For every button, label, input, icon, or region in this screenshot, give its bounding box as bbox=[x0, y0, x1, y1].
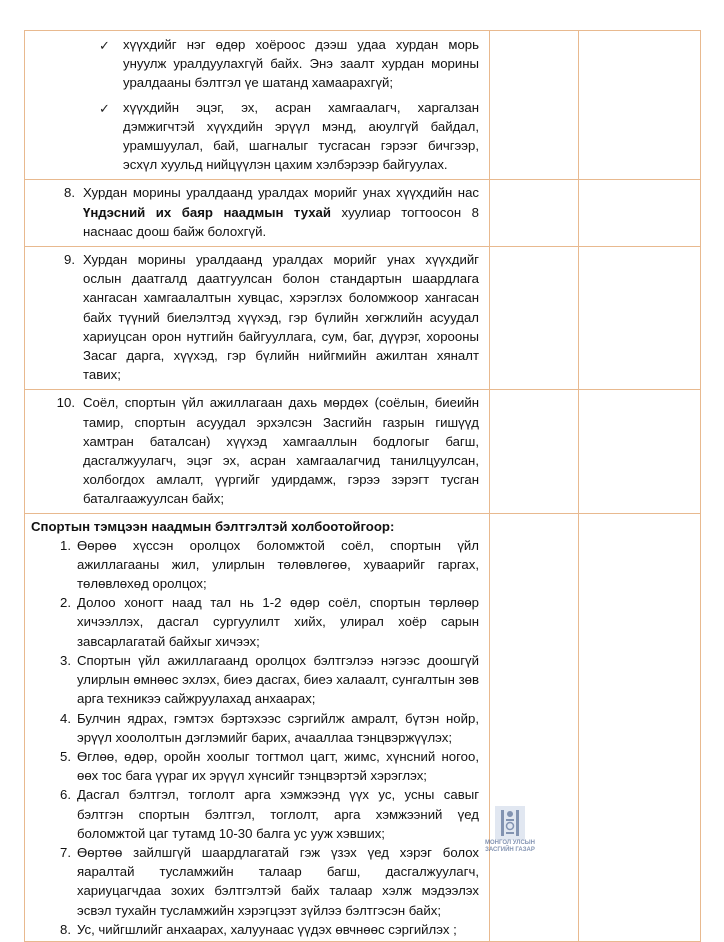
list-item-text: хүүхдийг нэг өдөр хоёроос дээш удаа хурдан морь унуулж уралдуулахгүй байх. Энэ заалт хурдан морины уралдааны бэлтгэл үе шатанд хамаарахгүй; bbox=[123, 37, 479, 91]
checkmark-icon: ✓ bbox=[99, 100, 110, 116]
soyombo-emblem-icon bbox=[495, 806, 525, 840]
item-number: 3. bbox=[60, 652, 71, 668]
item-number: 8. bbox=[64, 185, 75, 201]
table-row bbox=[25, 31, 701, 180]
item-text bbox=[83, 183, 479, 241]
table-cell-empty bbox=[579, 31, 701, 180]
item-text-part: Хурдан морины уралдаанд уралдах морийг унах хүүхдийн нас bbox=[83, 185, 479, 201]
list-item bbox=[25, 785, 489, 843]
item-text: Булчин ядрах, гэмтэх бэртэхээс сэргийлж амралт, бүтэн нойр, эрүүл хоололтын дэглэмийг барих, ачааллаа тэнцвэржүүлэх; bbox=[77, 710, 479, 745]
table-cell-empty bbox=[490, 31, 579, 180]
item-text: Өөртөө зайлшгүй шаардлагатай гэж үзэх үед хэрэг болох яаралтай тусламжийн талаар багш, дасгалжуулагч, хариуцагчдаа зохих бэлтгэлтэй байх талаар хэлж мэдээлэх эсвэл тухайн тусламжийн хэрэгцээт зүйлээ бэлтгэсэн байх; bbox=[77, 844, 479, 918]
table-cell-empty bbox=[490, 180, 579, 247]
table-cell-content bbox=[25, 31, 490, 180]
logo-caption-line2: ЗАСГИЙН ГАЗАР bbox=[485, 847, 535, 853]
item-number: 1. bbox=[60, 537, 71, 553]
item-number: 2. bbox=[60, 595, 71, 611]
item-text: Дасгал бэлтгэл, тоглолт арга хэмжээнд үүх ус, усны савыг бэлтгэн спортын бэлтгэл, тоглолт, арга хэмжээний үед боломжтой цаг тутамд 10-30 балга ус ууж хэвших; bbox=[77, 787, 479, 841]
item-number: 10. bbox=[56, 395, 75, 411]
table-row bbox=[25, 390, 701, 513]
table-row bbox=[25, 247, 701, 390]
table-cell-empty bbox=[579, 247, 701, 390]
table-cell-content bbox=[25, 390, 490, 513]
table-cell-content bbox=[25, 513, 490, 941]
table-cell-empty bbox=[490, 390, 579, 513]
item-text: Өглөө, өдөр, оройн хоолыг тогтмол цагт, жимс, хүнсний ногоо, өөх тос бага үүраг их эрүүл хүнсийг тэнцвэртэй хэрэглэх; bbox=[77, 748, 479, 784]
item-text: Өөрөө хүссэн оролцох боломжтой соёл, спортын үйл ажиллагааны жил, улирлын төлөвлөгөө, хуваарийг гаргах, төлөвлөхөд оролцох; bbox=[77, 537, 479, 592]
table-cell-content bbox=[25, 247, 490, 390]
document-page bbox=[24, 30, 700, 942]
government-logo-watermark bbox=[484, 806, 536, 864]
item-text: Спортын үйл ажиллагаанд оролцох бэлтгэлээ нэгээс доошгүй улирлын өмнөөс эхлэх, биеэ дасгах, биеэ халаалт, сунгалтын зөв арга техникээ сайжруулахад анхаарах; bbox=[77, 652, 479, 707]
item-number: 4. bbox=[60, 710, 71, 726]
checklist-table bbox=[24, 30, 701, 942]
table-cell-content bbox=[25, 180, 490, 247]
sport-list bbox=[25, 536, 489, 939]
numbered-item bbox=[25, 180, 489, 243]
item-text: Ус, чийгшлийг анхаарах, халуунаас үүдэх өвчнөөс сэргийлэх ; bbox=[77, 921, 457, 937]
section-heading: Спортын тэмцээн наадмын бэлтгэлтэй холбоотойгоор: bbox=[31, 518, 395, 534]
item-number: 9. bbox=[64, 252, 75, 268]
item-text: Долоо хоногт наад тал нь 1-2 өдөр соёл, спортын төрлөөр хичээллэх, дасгал сургуулилт хийх, улирал хоёр сарын завсарлагатай байхыг хичээх; bbox=[77, 595, 479, 649]
item-text-part: хуулиар тогтоосон 8 наснаас доош байж болохгүй. bbox=[83, 204, 479, 239]
list-item bbox=[25, 95, 489, 177]
numbered-item bbox=[25, 247, 489, 386]
table-row bbox=[25, 513, 701, 941]
table-cell-empty bbox=[579, 180, 701, 247]
law-name: Үндэсний их баяр наадмын тухай bbox=[83, 204, 331, 220]
checkmark-icon: ✓ bbox=[99, 38, 110, 53]
table-cell-empty bbox=[579, 390, 701, 513]
list-item bbox=[25, 593, 489, 651]
list-item bbox=[25, 32, 489, 95]
item-number: 5. bbox=[60, 748, 71, 764]
list-item bbox=[25, 709, 489, 747]
list-item bbox=[25, 920, 489, 939]
item-number: 8. bbox=[60, 921, 71, 937]
list-item bbox=[25, 747, 489, 785]
table-row bbox=[25, 180, 701, 247]
list-item bbox=[25, 651, 489, 709]
item-number: 6. bbox=[60, 787, 71, 803]
table-cell-empty bbox=[579, 513, 701, 941]
item-number: 7. bbox=[60, 844, 71, 860]
item-text: Хурдан морины уралдаанд уралдах морийг унах хүүхдийг ослын даатгалд даатгуулсан болон стандартын шаардлага хангасан хамгаалалтын хувцас, хэрэглэх боломжоор хангасан байх түүний биелэлтэд хүүхэд, гэр бүлийн хөгжлийн асуудал хариуцсан орон нутгийн байгууллага, сум, баг, дүүрэг, хорооны Засаг дарга, хүүхэд, гэр бүлийн нийгмийн ажилтан хяналт тавих; bbox=[83, 252, 479, 383]
numbered-item bbox=[25, 390, 489, 510]
table-cell-empty bbox=[490, 513, 579, 941]
logo-caption-line1: МОНГОЛ УЛСЫН bbox=[485, 840, 535, 846]
list-item bbox=[25, 843, 489, 920]
list-item-text: хүүхдийн эцэг, эх, асран хамгаалагч, харгалзан дэмжигчтэй хүүхдийн эрүүл мэнд, аюулгүй байдал, урамшуулал, бай, шагналыг тусгасан гэрээг бичгээр, эсхүл хуульд нийцүүлэн цахим хэлбэрээр байгуулах. bbox=[123, 99, 479, 173]
table-cell-empty bbox=[490, 247, 579, 390]
item-text: Соёл, спортын үйл ажиллагаан дахь мөрдөх (соёлын, биеийн тамир, спортын асуудал эрхэлсэн Засгийн газрын гишүүд хамтран баталсан) хүүхэд хамгааллын бодлогыг багш, дасгалжуулагч, эцэг эх, асран хамгаалагчид танилцуулсан, холбогдох амлалт, үүргийг удирдамж, гэрээ зэрэгт тусган баталгаажуулсан байх; bbox=[83, 395, 479, 507]
list-item bbox=[25, 536, 489, 594]
